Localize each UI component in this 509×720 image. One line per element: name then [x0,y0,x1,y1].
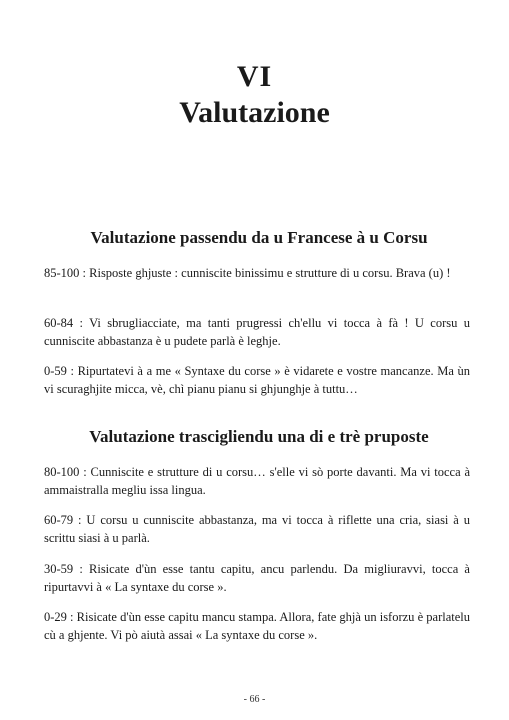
score-paragraph-60-79: 60-79 : U corsu u cunniscite abbastanza, ma vi tocca à riflette una cria, siasi à u scrittu siasi à u parlà. [44,513,470,545]
score-paragraph-80-100: 80-100 : Cunniscite e strutture di u corsu… s'elle vi sò porte davanti. Ma vi tocca à ammaistralla megliu issa lingua. [44,465,470,497]
score-paragraph-30-59: 30-59 : Risicate d'ùn esse tantu capitu, ancu parlendu. Da migliuravvi, tocca à ripurtavvi à « La syntaxe du corse ». [44,562,470,594]
chapter-number: VI [236,60,273,93]
score-paragraph-0-29: 0-29 : Risicate d'ùn esse capitu mancu stampa. Allora, fate ghjà un isforzu è parlatelu cù a ghjente. Vi pò aiutà assai « La syntaxe du corse ». [44,610,470,642]
section-heading-french-to-corsican: Valutazione passendu da u Francese à u Corsu [90,228,428,247]
score-paragraph-0-59: 0-59 : Ripurtatevi à a me « Syntaxe du corse » è vidarete e vostre mancanze. Ma ùn vi scuraghjite micca, vè, chì pianu pianu si ghjunghje à tuttu… [44,364,470,396]
score-paragraph-60-84: 60-84 : Vi sbrugliacciate, ma tanti prugressi ch'ellu vi tocca à fà ! U corsu u cunniscite abbastanza è u pudete parlà è leghje. [44,316,470,348]
page-number: - 66 - [243,694,266,705]
chapter-title: Valutazione [179,96,330,129]
section-heading-three-choices: Valutazione trascigliendu una di e trè pruposte [89,427,429,446]
score-paragraph-85-100: 85-100 : Risposte ghjuste : cunniscite binissimu e strutture di u corsu. Brava (u) ! [44,266,451,280]
